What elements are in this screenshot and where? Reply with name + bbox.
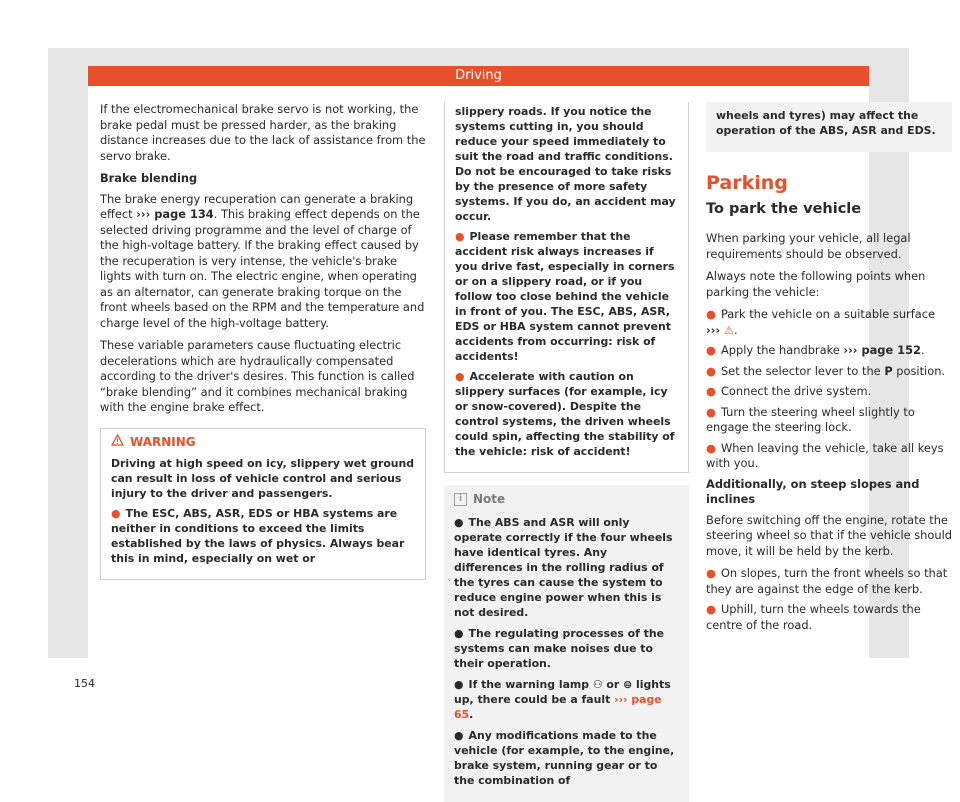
warning-box bbox=[100, 428, 426, 581]
paragraph: When parking your vehicle, all legal requirements should be observed. bbox=[706, 231, 911, 261]
bullet-icon: ● bbox=[455, 230, 465, 243]
abs-lamp-icon: ⚇ bbox=[592, 677, 603, 691]
bullet-icon: ● bbox=[454, 677, 464, 691]
section-title: Parking bbox=[706, 172, 788, 194]
section-header: Driving bbox=[88, 66, 869, 86]
subheading: Additionally, on steep slopes and inclines bbox=[706, 476, 920, 506]
warning-header: WARNING bbox=[101, 429, 425, 455]
bullet-icon: ● bbox=[706, 307, 716, 321]
column-3 bbox=[706, 102, 952, 638]
bullet-icon: ● bbox=[706, 440, 716, 455]
list-item: ● When leaving the vehicle, take all keys with you. bbox=[706, 440, 944, 470]
note-item: ● The regulating processes of the systems can make noises due to their operation. bbox=[454, 626, 665, 670]
note-item: wheels and tyres) may affect the operation of the ABS, ASR and EDS. bbox=[716, 109, 936, 137]
warning-text: slippery roads. If you notice the systems cutting in, you should reduce your speed immediately to suit the road and traffic conditions. Do not be encouraged to take risks by the presence of more safety systems. If you do, an accident may occur. bbox=[455, 105, 676, 223]
paragraph: Always note the following points when parking the vehicle: bbox=[706, 269, 926, 299]
warning-text: ● Please remember that the accident risk always increases if you drive fast, especially in corners or on a slippery road, or if you follow too close behind the vehicle in front of you. The ESC, ABS, ASR, EDS or HBA system cannot prevent accidents from occurring: risk of accidents! bbox=[455, 230, 675, 363]
paragraph: The brake energy recuperation can generate a braking effect ››› page 134. This braking effect depends on the selected driving programme and the level of charge of the high-voltage battery. If the braking effect caused by the recuperation is very intense, the vehicle's brake lights with turn on. The electric engine, when operating as an alternator, can generate braking torque on the front wheels based on the RPM and the temperature and charge level of the high-voltage battery. bbox=[100, 191, 425, 330]
page-frame bbox=[48, 48, 952, 787]
bullet-icon: ● bbox=[454, 626, 464, 640]
note-item: ● If the warning lamp ⚇ or ⊜ lights up, there could be a fault ››› page 65. bbox=[454, 677, 671, 721]
list-item: ● Park the vehicle on a suitable surface ››› ⚠. bbox=[706, 307, 935, 337]
warning-text: ● The ESC, ABS, ASR, EDS or HBA systems are neither in conditions to exceed the limits established by the laws of physics. Always bear this in mind, especially on wet or bbox=[111, 507, 405, 565]
paragraph: If the electromechanical brake servo is not working, the brake pedal must be pressed harder, as the braking distance increases due to the lack of assistance from the servo brake. bbox=[100, 102, 426, 163]
note-item: ● The ABS and ASR will only operate correctly if the four wheels have identical tyres. Any differences in the rolling radius of the tyres can cause the system to reduce engine power when this is not desired. bbox=[454, 515, 673, 619]
paragraph: Before switching off the engine, rotate the steering wheel so that if the vehicle should move, it will be held by the kerb. bbox=[706, 512, 952, 558]
subsection-title: To park the vehicle bbox=[706, 200, 862, 217]
note-item: ● Any modifications made to the vehicle (for example, to the engine, brake system, running gear or to the combination of bbox=[454, 728, 675, 787]
list-item: ● Connect the drive system. bbox=[706, 384, 872, 398]
column-2 bbox=[444, 102, 689, 802]
esc-lamp-icon: ⊜ bbox=[623, 677, 633, 691]
list-item: ● Turn the steering wheel slightly to engage the steering lock. bbox=[706, 404, 915, 434]
list-item: ● Apply the handbrake ››› page 152. bbox=[706, 343, 925, 357]
warning-text: ● Accelerate with caution on slippery surfaces (for example, icy or snow-covered). Despite the control systems, the driven wheels could spin, affecting the stability of the vehicle: risk of accident! bbox=[455, 370, 675, 458]
bullet-icon: ● bbox=[454, 515, 464, 529]
subheading: Brake blending bbox=[100, 171, 198, 185]
list-item: ● Set the selector lever to the P position. bbox=[706, 363, 946, 378]
page-link[interactable]: ››› page 134 bbox=[136, 207, 214, 221]
page-link[interactable]: ››› page 152 bbox=[843, 343, 921, 357]
warning-triangle-icon bbox=[111, 434, 124, 451]
warning-triangle-icon: ⚠ bbox=[723, 322, 734, 337]
column-1 bbox=[100, 102, 426, 580]
bullet-icon: ● bbox=[706, 404, 716, 419]
page-number: 154 bbox=[74, 677, 95, 690]
bullet-icon: ● bbox=[455, 370, 465, 383]
bullet-icon: ● bbox=[454, 728, 464, 742]
page-link[interactable]: ››› bbox=[706, 322, 721, 337]
bullet-icon: ● bbox=[706, 602, 716, 616]
note-box-continued bbox=[706, 102, 952, 152]
note-box bbox=[444, 485, 689, 802]
bullet-icon: ● bbox=[706, 384, 716, 398]
info-icon: i bbox=[454, 493, 467, 506]
note-header: i Note bbox=[444, 485, 689, 513]
bullet-icon: ● bbox=[706, 363, 716, 378]
warning-text: Driving at high speed on icy, slippery wet ground can result in loss of vehicle control and serious injury to the driver and passengers. bbox=[111, 457, 415, 500]
paragraph: These variable parameters cause fluctuating electric decelerations which are hydraulically compensated according to the driver's desires. This function is called “brake blending” and it combines mechanical braking with the engine brake effect. bbox=[100, 338, 415, 414]
bullet-icon: ● bbox=[111, 507, 121, 520]
page-link[interactable]: ››› page 65 bbox=[454, 692, 662, 721]
manual-page bbox=[74, 66, 952, 787]
list-item: ● Uphill, turn the wheels towards the centre of the road. bbox=[706, 602, 921, 632]
warning-box-continued bbox=[444, 102, 689, 473]
bullet-icon: ● bbox=[706, 343, 716, 357]
bullet-icon: ● bbox=[706, 566, 716, 580]
list-item: ● On slopes, turn the front wheels so that they are against the edge of the kerb. bbox=[706, 566, 948, 596]
